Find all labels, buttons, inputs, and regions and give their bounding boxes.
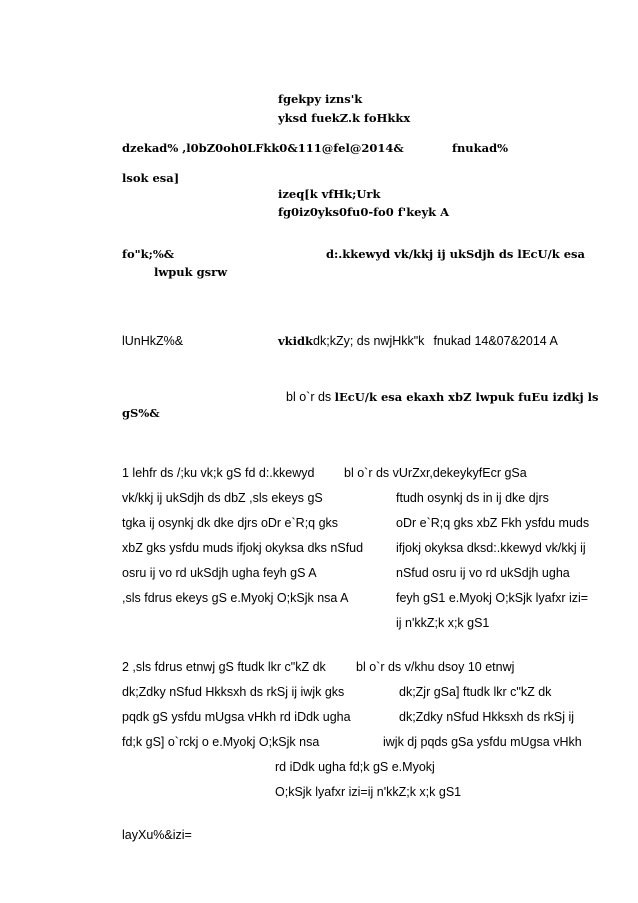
para2-left-line-2: dk;Zdky nSfud Hkksxh ds rkSj ij iwjk gks [122,685,345,699]
para1-left-line-5: osru ij vo rd ukSdjh ugha feyh gS A [122,566,317,580]
salutation-text [286,390,598,404]
para2-left-line-3: pqdk gS ysfdu mUgsa vHkh rd iDdk ugha [122,710,351,724]
para1-right-line-5: nSfud osru ij vo rd ukSdjh ugha [396,566,570,580]
reference-label [122,334,183,348]
addressee-line-1: izeq[k vfHk;Urk [278,187,381,201]
addressee-line-2: fg0iz0yks0fu0-fo0 f'keyk A [278,205,450,219]
para1-left-line-1: 1 lehfr ds /;ku vk;k gS fd d:.kkewyd [122,466,315,480]
addressee-label: lsok esa] [122,171,180,185]
reference-label-text: lUnHkZ%& [122,334,184,348]
para1-left-line-2: vk/kkj ij ukSdjh ds dbZ ,sls ekeys gS [122,491,323,505]
reference-mid: dk;kZy; ds nwjHkk"k [313,334,425,348]
para1-left-line-4: xbZ gks ysfdu muds ifjokj okyksa dks nSfud [122,541,364,555]
subject-text: d:.kkewyd vk/kkj ij ukSdjh ds lEcU/k esa [326,247,585,261]
reference-bold: vkidk [278,334,314,348]
para1-right-line-1: bl o`r ds vUrZxr,dekeykyfEcr gSa [344,466,527,480]
reference-end: fnukad 14&07&2014 A [433,334,558,348]
para1-right-line-4: ifjokj okyksa dksd:.kkewyd vk/kkj ij [396,541,586,555]
para1-right-line-3: oDr e`R;q gks xbZ Fkh ysfdu muds [396,516,590,530]
office-title: fgekpy izns'k [278,92,363,106]
subject-label: fo"k;%& [122,247,175,261]
para1-right-line-2: ftudh osynkj ds in ij dke djrs [396,491,549,505]
salutation-bold: lEcU/k esa ekaxh xbZ lwpuk fuEu izdkj ls [334,390,599,404]
date-label: fnukad% [452,141,509,155]
salutation-pre: bl o`r ds [286,390,332,404]
para2-right-line-6: O;kSjk lyafxr izi=ij n'kkZ;k x;k gS1 [275,785,462,799]
reference-number: dzekad% ,l0bZ0oh0LFkk0&111@fel@2014& [122,141,404,155]
para1-right-line-6: feyh gS1 e.Myokj O;kSjk lyafxr izi= [396,591,589,605]
para2-left-line-4: fd;k gS] o`rckj o e.Myokj O;kSjk nsa [122,735,320,749]
para2-right-line-1: bl o`r ds v/khu dsoy 10 etnwj [356,660,515,674]
enclosure-label: layXu%&izi= [122,828,192,842]
salutation-label: gS%& [122,406,160,420]
para2-right-line-2: dk;Zjr gSa] ftudk lkr c"kZ dk [399,685,552,699]
para2-right-line-4: iwjk dj pqds gSa ysfdu mUgsa vHkh [383,735,582,749]
para1-right-line-7: ij n'kkZ;k x;k gS1 [396,616,490,630]
department-title: yksd fuekZ.k foHkkx [278,111,411,125]
subject-text-2: lwpuk gsrw [154,265,228,279]
para2-right-line-5: rd iDdk ugha fd;k gS e.Myokj [275,760,435,774]
para2-left-line-1: 2 ,sls fdrus etnwj gS ftudk lkr c"kZ dk [122,660,326,674]
para1-left-line-6: ,sls fdrus ekeys gS e.Myokj O;kSjk nsa A [122,591,349,605]
reference-text [278,334,558,348]
para1-left-line-3: tgka ij osynkj dk dke djrs oDr e`R;q gks [122,516,339,530]
para2-right-line-3: dk;Zdky nSfud Hkksxh ds rkSj ij [399,710,575,724]
